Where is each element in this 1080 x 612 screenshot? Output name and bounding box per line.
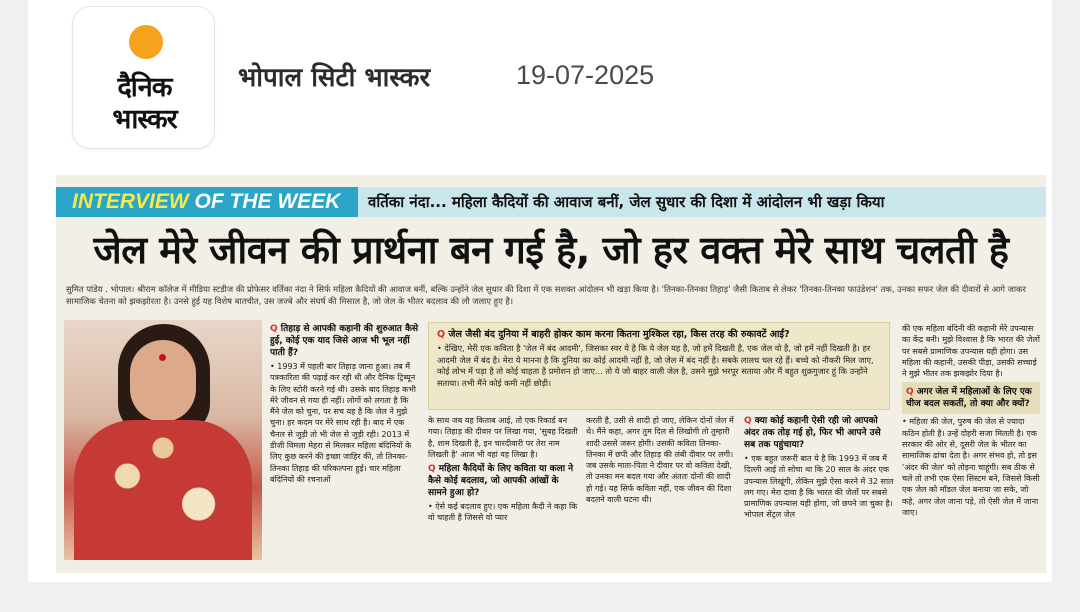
interview-tag xyxy=(56,187,358,217)
interview-banner xyxy=(56,187,1046,217)
question-1-text: तिहाड़ से आपकी कहानी की शुरुआत कैसे हुई, कोई एक याद जिसे आज भी भूल नहीं पाती हैं? xyxy=(270,324,419,358)
logo-text-line2: भास्कर xyxy=(112,104,177,135)
question-mark-icon: Q xyxy=(906,387,917,398)
question-box xyxy=(437,329,881,341)
photo-saree xyxy=(74,420,252,560)
column-5 xyxy=(902,323,1040,563)
interview-tag-word: INTERVIEW xyxy=(72,190,189,213)
headline: जेल मेरे जीवन की प्रार्थना बन गई है, जो हर वक्त मेरे साथ चलती है xyxy=(93,228,1009,272)
answer-3: • एक बहुत जरूरी बात ये है कि 1993 में जब मैं दिल्ली आई तो सोचा था कि 20 साल के अंदर एक उपन्यास लिखूंगी, लेकिन मुझे ऐसा करने में 32 साल लग गए। मेरा दावा है कि भारत की जेलों पर सबसे प्रामाणिक उपन्यास यही होगा, जो छपने जा चुका है। भोपाल सेंट्रल जेल xyxy=(744,454,894,520)
column-2 xyxy=(428,415,578,563)
banner-subtitle: वर्तिका नंदा... महिला कैदियों की आवाज बनीं, जेल सुधार की दिशा में आंदोलन भी खड़ा किया xyxy=(368,193,885,211)
week-tag-word: OF THE WEEK xyxy=(194,190,341,213)
publication-name[interactable]: भोपाल सिटी भास्कर xyxy=(238,63,431,93)
question-mark-icon: Q xyxy=(437,329,449,340)
column-1 xyxy=(270,323,420,563)
question-3-text: क्या कोई कहानी ऐसी रही जो आपको अंदर तक तोड़ गई हो, फिर भी आपने उसे सब तक पहुंचाया? xyxy=(744,416,881,450)
question-mark-icon: Q xyxy=(270,324,281,334)
question-mark-icon: Q xyxy=(744,416,755,426)
sun-icon xyxy=(129,25,163,59)
publication-date: 19-07-2025 xyxy=(516,60,655,90)
answer-3-continued: की एक महिला बंदिनी की कहानी मेरे उपन्यास का केंद्र बनी। मुझे विश्वास है कि भारत की जेलों पर सबसे प्रामाणिक उपन्यास यही होगा। उस महिला की कहानी, उसकी पीड़ा, उसकी सच्चाई ने मुझे भीतर तक झकझोर दिया है। xyxy=(902,324,1040,379)
portrait-photo xyxy=(64,320,262,560)
intro-paragraph: सुमित पांडेय . भोपाल। श्रीराम कॉलेज में मीडिया स्टडीज की प्रोफेसर वर्तिका नंदा ने सिर्फ महिला कैदियों की आवाज बनीं, बल्कि उन्होंने जेल सुधार की दिशा में एक सशक्त आंदोलन भी खड़ा किया है। 'तिनका-तिनका तिहाड़' जैसी किताब से लेकर 'तिनका-तिनका फाउंडेशन' तक, उनका सफर जेल की दीवारों से आगे जाकर सामाजिक चेतना को झकझोरता है। उनसे हुई यह विशेष बातचीत, उस जज्बे और संघर्ष की मिसाल है, जो जेल के भीतर बदलाव की लौ जलाए हुए है। xyxy=(66,284,1026,306)
question-mark-icon: Q xyxy=(428,464,439,475)
answer-1-continued: के साथ जब यह किताब आई, तो एक रिकार्ड बन गया। तिहाड़ की दीवार पर लिखा गया, 'सुबह दिखती है, शाम दिखती है, इन चारदीवारी पर तेरा नाम लिखती है' आज भी वहां वह लिखा है। xyxy=(428,416,578,459)
photo-bindi xyxy=(159,354,166,361)
question-2-text: महिला कैदियों के लिए कविता या कला ने कैसे कोई बदलाव, जो आपकी आंखों के सामने हुआ हो? xyxy=(428,464,574,499)
highlight-box xyxy=(428,322,890,410)
question-4-text: अगर जेल में महिलाओं के लिए एक चीज बदल सकतीं, तो क्या और क्यों? xyxy=(906,387,1032,410)
post-card xyxy=(28,0,1052,582)
answer-1: • 1993 में पहली बार तिहाड़ जाना हुआ। तब मैं पत्रकारिता की पढ़ाई कर रही थी और दैनिक ट्रिब्यून के लिए स्टोरी करने गई थी। उसके बाद तिहाड़ कभी मेरे जीवन से गया ही नहीं। लोगों को लगता है कि मैंने जेल को चुना, पर सच यह है कि जेल ने मुझे चुना। हर कदम पर मेरे साथ रही है। बाद में एक चैनल से जुड़ी तो भी जेल से जुड़ी रही। 2013 में डीजी विमला मेहरा से मिलकर महिला बंदिनियों के लिए कुछ करने की इच्छा जाहिर की, तो तिनका-तिनका तिहाड़ की परिकल्पना हुई। चार महिला बंदिनियों की रचनाओं xyxy=(270,362,416,484)
publication-logo[interactable] xyxy=(72,6,215,149)
column-4 xyxy=(744,415,894,563)
column-3 xyxy=(586,415,736,563)
question-1 xyxy=(270,323,420,359)
answer-box: • देखिए, मेरी एक कविता है 'जेल में बंद आदमी', जिसका स्वर ये है कि ये जेल यह है, जो हमें दिखती है, एक जेल वो है, जो हमें नहीं दिखती है। हर आदमी जेल में बंद है। मेरा ये मानना है कि दुनिया का कोई आदमी नहीं है, जो जेल में बंद नहीं है। सबके लालच चल रहे हैं। बच्चे को नौकरी मिल जाए, कोई लोभ में पड़ा है तो कोई चाहता है प्रमोशन हो जाए... तो ये जो बाहर वाली जेल है, उसने मुझे भरपूर सताया और मैं बहुत शुक्रगुजार हूं कि उन्होंने सताया। तभी मैंने कोई कमी नहीं छोड़ी। xyxy=(437,343,874,388)
question-box-text: जेल जैसी बंद दुनिया में बाहरी होकर काम करना कितना मुश्किल रहा, किस तरह की रुकावटें आईं? xyxy=(448,329,790,340)
question-2 xyxy=(428,463,578,499)
answer-2: • ऐसे कई बदलाव हुए। एक महिला कैदी ने कहा कि वो चाहती है जिससे वो प्यार xyxy=(428,502,578,523)
logo-text-line1: दैनिक xyxy=(117,72,172,103)
question-3 xyxy=(744,415,894,451)
answer-2-continued: करती है, उसी से शादी हो जाए, लेकिन दोनों जेल में थे। मैंने कहा, अगर तुम दिल से लिखोगी तो तुम्हारी शादी उससे जरूर होगी। उसकी कविता तिनका-तिनका में छपी और तिहाड़ की लंबी दीवार पर लगी। जब उसके माता-पिता ने दीवार पर वो कविता देखी, तो उनका मन बदल गया और अंततः दोनों की शादी हो गई। यह सिर्फ कविता नहीं, एक जीवन की दिशा बदलने वाली घटना थी। xyxy=(586,416,734,505)
answer-4: • महिला की जेल, पुरुष की जेल से ज्यादा कठिन होती है। उन्हें दोहरी सजा मिलती है। एक सरकार की ओर से, दूसरी जेल के भीतर का सामाजिक ढांचा देता है। अगर संभव हो, तो इस 'अंदर की जेल' को तोड़ना चाहूंगी। सब ठीक से चले तो तभी एक ऐसा सिस्टम बने, जिससे किसी एक जेल को मॉडल जेल बनाया जा सके, जो कहे, अगर जेल जाना पड़े, तो ऐसी जेल में जाना जाए। xyxy=(902,417,1040,517)
question-4 xyxy=(902,382,1040,414)
photo-face xyxy=(130,340,196,422)
newspaper-clipping[interactable] xyxy=(56,175,1046,573)
